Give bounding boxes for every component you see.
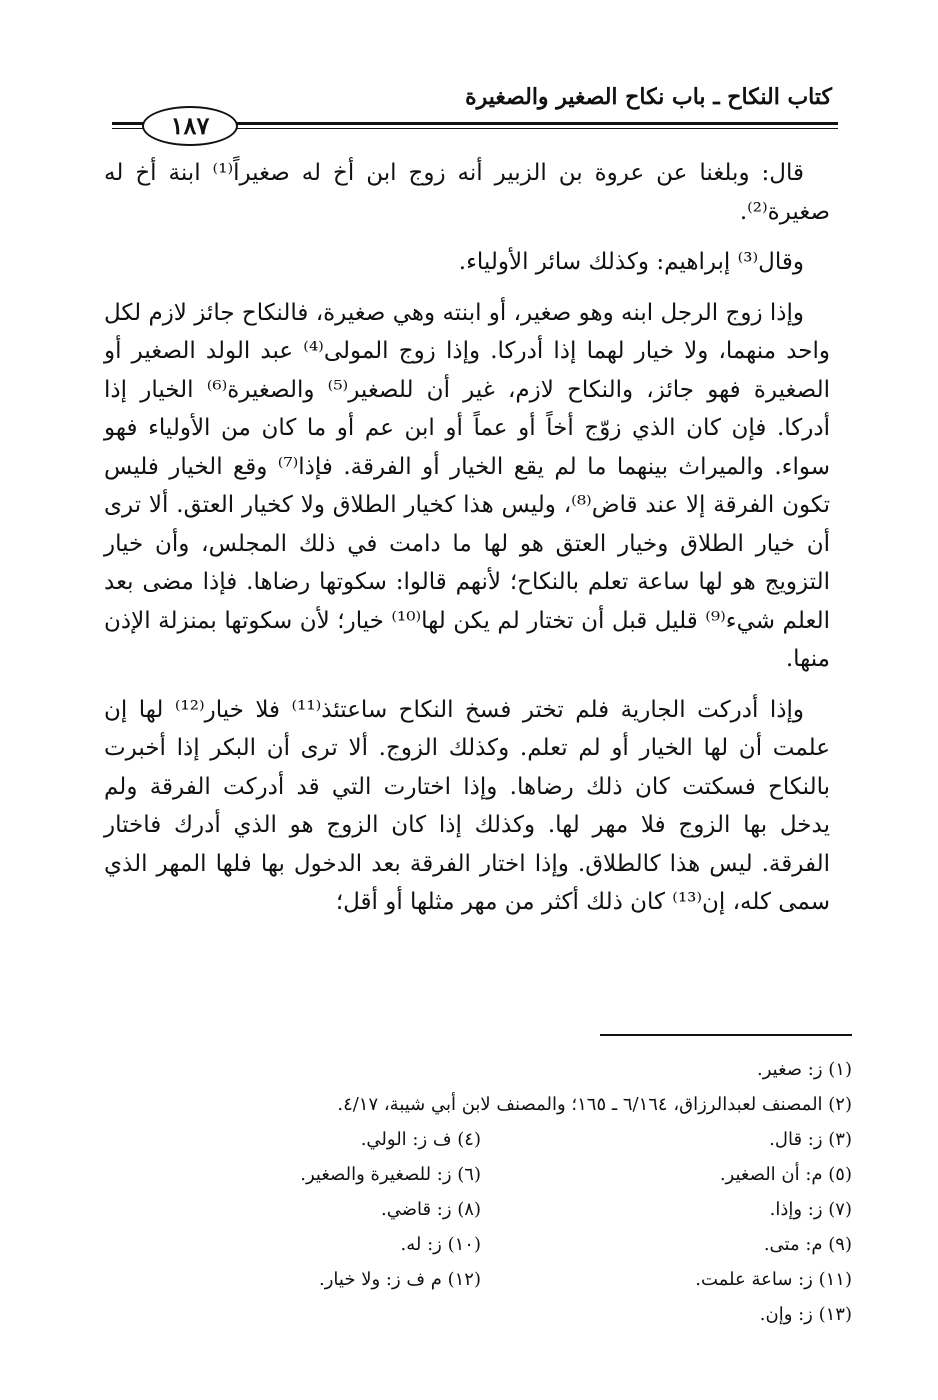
footnote-row: [110, 1157, 852, 1192]
footnote-row: [110, 1262, 852, 1297]
paragraph-4: وإذا أدركت الجارية فلم تختر فسخ النكاح ساعتئذ⁽¹¹⁾ فلا خيار⁽¹²⁾ لها إن علمت أن لها الخيار أو لم تعلم. وكذلك الزوج. ألا ترى أن البكر إذا أخبرت بالنكاح فسكتت كان ذلك رضاها. وإذا اختارت التي قد أدركت الفرقة ولم يدخل بها الزوج فلا مهر لها. وكذلك إذا كان الزوج هو الذي أدرك فاختار الفرقة. ليس هذا كالطلاق. وإذا اختار الفرقة بعد الدخول بها فلها المهر الذي سمى كله، إن⁽¹³⁾ كان ذلك أكثر من مهر مثلها أو أقل؛: [104, 696, 830, 915]
footnote-row: [110, 1192, 852, 1227]
paragraph-1: قال: وبلغنا عن عروة بن الزبير أنه زوج ابن أخ له صغيراً⁽¹⁾ ابنة أخ له صغيرة⁽²⁾.: [104, 160, 830, 225]
footnote-row: [110, 1227, 852, 1262]
footnote-separator: [600, 1034, 852, 1036]
footnote-3: (٣) ز: قال.: [769, 1129, 852, 1150]
footnote-2: (٢) المصنف لعبدالرزاق، ٦/١٦٤ ـ ١٦٥؛ والمصنف لابن أبي شيبة، ٤/١٧.: [337, 1094, 852, 1115]
footnote-6: (٦) ز: للصغيرة والصغير.: [300, 1164, 481, 1185]
footnote-1: (١) ز: صغير.: [757, 1059, 852, 1080]
footnote-10: (١٠) ز: له.: [400, 1234, 481, 1255]
footnote-8: (٨) ز: قاضي.: [380, 1199, 481, 1220]
footnotes: [110, 1052, 852, 1332]
footnote-12: (١٢) م ف ز: ولا خيار.: [319, 1269, 481, 1290]
footnote-9: (٩) م: متى.: [763, 1234, 852, 1255]
footnote-13: (١٣) ز: وإن.: [759, 1304, 852, 1325]
footnote-11: (١١) ز: ساعة علمت.: [695, 1269, 852, 1290]
page-number: ١٨٧: [142, 106, 238, 146]
footnote-4: (٤) ف ز: الولي.: [360, 1129, 481, 1150]
paragraph-3: وإذا زوج الرجل ابنه وهو صغير، أو ابنته وهي صغيرة، فالنكاح جائز لازم لكل واحد منهما، ولا خيار لهما إذا أدركا. وإذا زوج المولى⁽⁴⁾ عبد الولد الصغير أو الصغيرة فهو جائز، والنكاح لازم، غير أن للصغير⁽⁵⁾ والصغيرة⁽⁶⁾ الخيار إذا أدركا. فإن كان الذي زوّج أخاً أو عماً أو ابن عم أو ما كان من الأولياء فهو سواء. والميراث بينهما ما لم يقع الخيار أو الفرقة. فإذا⁽⁷⁾ وقع الخيار فليس تكون الفرقة إلا عند قاض⁽⁸⁾، وليس هذا كخيار الطلاق ولا كخيار العتق. ألا ترى أن خيار الطلاق وخيار العتق هو لها ما دامت في ذلك المجلس، وأن خيار التزويج هو لها ساعة تعلم بالنكاح؛ لأنهم قالوا: سكوتها رضاها. فإذا مضى بعد العلم شيء⁽⁹⁾ قليل قبل أن تختار لم يكن لها⁽¹⁰⁾ خيار؛ لأن سكوتها بمنزلة الإذن منها.: [104, 299, 830, 672]
running-header-title: كتاب النكاح ـ باب نكاح الصغير والصغيرة: [465, 84, 832, 110]
paragraph-2: وقال⁽³⁾ إبراهيم: وكذلك سائر الأولياء.: [458, 249, 804, 275]
footnote-5: (٥) م: أن الصغير.: [719, 1164, 852, 1185]
footnote-7: (٧) ز: وإذا.: [769, 1199, 852, 1220]
footnote-row: [110, 1122, 852, 1157]
main-text: [104, 154, 830, 934]
